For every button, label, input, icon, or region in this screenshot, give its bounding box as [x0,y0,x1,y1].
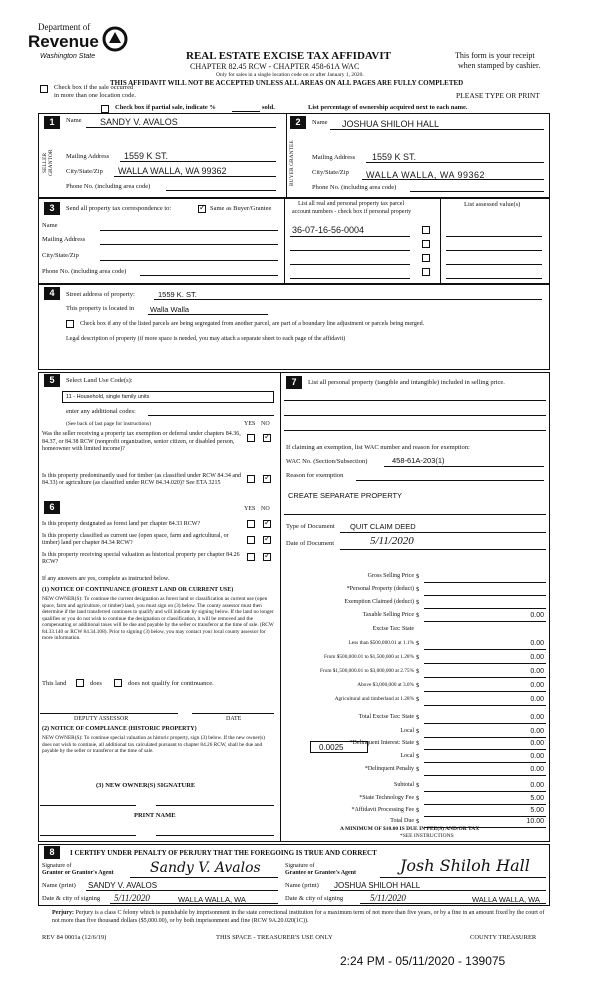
dept-line: Department of [38,22,91,32]
perjury-statement [52,909,552,925]
treasurer-space: THIS SPACE - TREASURER'S USE ONLY [216,934,333,941]
grantor-name: SANDY V. AVALOS [88,881,158,890]
section-4-marker: 4 [44,287,60,300]
calc-row-currency: $ [416,682,420,689]
reason-label: Reason for exemption [286,472,344,479]
parcel-2-personal-checkbox[interactable] [422,240,430,248]
section-2-marker: 2 [290,116,306,129]
grantor-city: WALLA WALLA, WA [178,895,246,904]
sec5-q1-yes-checkbox[interactable] [247,434,255,442]
buyer-mailing: 1559 K ST. [372,152,417,162]
calc-row-label: Excise Tax: State [372,626,414,632]
calc-row [284,586,548,596]
sec5-q1-no-checkbox[interactable] [263,434,271,442]
deputy-assessor-label: DEPUTY ASSESSOR [74,716,129,722]
partial-sale-checkbox[interactable] [101,105,109,113]
parcel-number-1: 36-07-16-56-0004 [292,225,365,235]
multi-location-checkbox[interactable] [40,85,48,93]
section-3-marker: 3 [44,202,60,215]
sec3-city-label: City/State/Zip [42,252,79,259]
sec6-q2-no-checkbox[interactable] [263,536,271,544]
calc-row-label: Total Due [390,818,414,824]
sec5-yes-header: YES [244,421,256,427]
calc-row-currency: $ [416,668,420,675]
grantee-sig-label-2: Grantee or Grantee's Agent [285,870,357,876]
calc-row-currency: $ [416,807,420,814]
calc-row-value[interactable]: 0.00 [530,714,544,721]
state-name: Washington State [40,53,96,60]
calc-row-value[interactable]: 0.00 [530,753,544,760]
calc-row-value[interactable]: 10.00 [526,818,544,825]
calc-row [284,807,548,817]
calc-row-label: Exemption Claimed (deduct) [344,599,414,605]
same-as-buyer-checkbox[interactable] [198,205,206,213]
grantee-signature: Josh Shiloh Hall [400,856,530,875]
notice-2-body: NEW OWNER(S): To continue special valuation as historic property, sign (3) below. If the new owner(s) does not wish to continue, all additional tax calculated pursuant to chapter 84.26 RCW, shall be due and payable by the seller or transferor at the time of sale. [42,735,266,754]
form-title: REAL ESTATE EXCISE TAX AFFIDAVIT [186,50,391,62]
local-rate-value: 0.0025 [319,743,344,752]
calc-row [284,714,548,724]
calc-row-label: *State Technology Fee [359,795,414,801]
certify-statement: I CERTIFY UNDER PENALTY OF PERJURY THAT THE FOREGOING IS TRUE AND CORRECT [70,849,377,857]
see-back-note: (See back of last page for instructions) [66,421,151,427]
calc-row [284,795,548,805]
seller-side-label: SELLER GRANTOR [42,149,54,177]
assessed-header: List assessed value(s) [464,201,521,208]
print-name-label: PRINT NAME [134,812,176,819]
grantee-sig-label-1: Signature of [285,863,315,869]
dept-name: Revenue [28,32,99,51]
calc-row [284,753,548,763]
sec6-q1-no-checkbox[interactable] [263,520,271,528]
segregated-checkbox[interactable] [66,320,74,328]
calc-row-currency: $ [416,782,420,789]
notice-1-title: (1) NOTICE OF CONTINUANCE (FOREST LAND OR CURRENT USE) [42,587,234,593]
notice-1-body: NEW OWNER(S): To continue the current designation as forest land or classification as current use (open space, farm and agriculture, or timber) land, you must sign on (3) below. The county assessor must then determine if the land transferred continues to qualify and will indicate by signing below. If the land no longer qualifies or you do not wish to continue the designation or classification, it will be removed and the compensating or additional taxes will be due and payable by the seller or transferor at the time of sale. (RCW 84.33.140 or RCW 84.34.108). Prior to signing (3) below, you may contact your local county assessor for more information. [42,596,274,641]
calc-row-currency: $ [416,818,420,825]
section-6-marker: 6 [44,501,60,514]
calc-row-currency: $ [416,573,420,580]
calc-row-currency: $ [416,753,420,760]
personal-property-label: List all personal property (tangible and intangible) included in selling price. [308,379,505,386]
calc-row-currency: $ [416,586,420,593]
calc-row-label: Total Excise Tax: State [358,714,414,720]
local-rate-box[interactable] [310,741,368,753]
land-does-not-label: does not qualify for continuance. [128,680,214,687]
sec6-q3-no-checkbox[interactable] [263,553,271,561]
calc-row-currency: $ [416,766,420,773]
exemption-reason: CREATE SEPARATE PROPERTY [288,491,403,500]
grantee-name: JOSHUA SHILOH HALL [334,881,421,890]
buyer-mailing-label: Mailing Address [312,154,356,161]
land-does-checkbox[interactable] [76,679,84,687]
calc-row [284,626,548,636]
grantor-date: 5/11/2020 [114,893,150,903]
sec6-q1-yes-checkbox[interactable] [247,520,255,528]
buyer-name-label: Name [312,119,328,126]
recording-stamp: 2:24 PM - 05/11/2020 - 139075 [340,954,506,968]
parcel-header-2: account numbers - check box if personal property [292,209,412,215]
dor-emblem-icon [102,26,128,52]
notice-2-title: (2) NOTICE OF COMPLIANCE (HISTORIC PROPERTY) [42,726,197,732]
legal-description-label: Legal description of property (if more space is needed, you may attach a separate sheet to each page of the affidavit) [66,336,346,342]
grantee-date-label: Date & city of signing [285,895,344,902]
calc-row [284,696,548,706]
send-correspondence-label: Send all property tax correspondence to: [66,205,172,212]
calc-row-label: Above $3,000,000 at 3.0% [357,682,414,688]
buyer-city-label: City/State/Zip [312,169,349,176]
calc-row-currency: $ [416,740,420,747]
land-use-value: 11 - Household, single family units [66,394,150,400]
receipt-note-1: This form is your receipt [455,51,535,60]
grantee-city: WALLA WALLA, WA [472,895,540,904]
seller-mailing: 1559 K ST. [124,151,169,161]
sec6-question-1: Is this property designated as forest land per chapter 84.33 RCW? [42,521,201,527]
seller-name-label: Name [66,117,82,124]
notice-3-title: (3) NEW OWNER(S) SIGNATURE [96,782,196,789]
seller-mailing-label: Mailing Address [66,153,110,160]
exemption-label: If claiming an exemption, list WAC number and reason for exemption: [286,444,470,451]
same-as-buyer-label: Same as Buyer/Grantee [210,205,272,212]
street-address: 1559 K. ST. [158,290,197,299]
calc-row-currency: $ [416,599,420,606]
sec3-name-label: Name [42,222,58,229]
calc-row-value[interactable]: 5.00 [530,795,544,802]
section-8-marker: 8 [44,846,60,859]
calc-row-currency: $ [416,728,420,735]
calc-row [284,612,548,622]
doc-date: 5/11/2020 [370,535,414,547]
warning-text: THIS AFFIDAVIT WILL NOT BE ACCEPTED UNLESS ALL AREAS ON ALL PAGES ARE FULLY COMPLETED [110,79,464,87]
sec6-yes-header: YES [244,506,256,512]
only-note: Only for sales in a single location code on or after January 1, 2020. [216,72,364,78]
land-does-not-checkbox[interactable] [114,679,122,687]
parcel-1-personal-checkbox[interactable] [422,226,430,234]
see-instructions-note: *SEE INSTRUCTIONS [400,833,454,839]
sec6-q3-yes-checkbox[interactable] [247,553,255,561]
calc-row-value[interactable]: 0.00 [530,728,544,735]
calc-row-label: From $500,000.01 to $1,500,000 at 1.28% [323,654,414,660]
wac-label: WAC No. (Section/Subsection) [286,458,368,465]
calc-row-label: Local [400,728,414,734]
doc-type: QUIT CLAIM DEED [350,522,416,531]
sec5-no-header: NO [261,421,270,427]
sec3-mailing-label: Mailing Address [42,236,86,243]
buyer-side-label: BUYER GRANTEE [289,140,295,186]
calc-row-value[interactable]: 0.00 [530,612,544,619]
this-land-label: This land [42,680,67,687]
sec5-q2-no-checkbox[interactable] [263,475,271,483]
doc-type-label: Type of Document [286,523,335,530]
calc-row-label: Subtotal [393,782,414,788]
calc-row-value[interactable]: 0.00 [530,654,544,661]
dor-logo [28,22,130,68]
multi-location-label-2: in more than one location code. [54,92,136,99]
section-5-marker: 5 [44,374,60,387]
sec6-q2-yes-checkbox[interactable] [247,536,255,544]
segregated-label: Check box if any of the listed parcels are being segregated from another parcel, are part of a boundary line adjustment or parcels being merged. [80,321,425,327]
calc-row-label: *Affidavit Processing Fee [351,807,414,813]
county-treasurer: COUNTY TREASURER [470,934,537,941]
buyer-name: JOSHUA SHILOH HALL [342,119,440,129]
calc-row-currency: $ [416,696,420,703]
calc-row-label: From $1,500,000.01 to $3,000,000 at 2.75% [319,668,414,674]
print-note: PLEASE TYPE OR PRINT [456,91,540,100]
seller-city-label: City/State/Zip [66,168,103,175]
deputy-date-label: DATE [226,716,242,722]
calc-row [284,728,548,738]
calc-row-value[interactable]: 0.00 [530,782,544,789]
calc-row [284,654,548,664]
grantor-name-label: Name (print) [42,882,76,889]
wac-number: 458-61A-203(1) [392,456,445,465]
calc-row-currency: $ [416,640,420,647]
ownership-label: List percentage of ownership acquired next to each name. [308,104,468,111]
calc-row-label: Local [400,753,414,759]
calc-row [284,640,548,650]
parcel-3-personal-checkbox[interactable] [422,254,430,262]
seller-city: WALLA WALLA, WA 99362 [118,166,227,176]
sec5-question-1: Was the seller receiving a property tax exemption or deferral under chapters 84.36, 84.37, or 84.38 RCW (nonprofit organization, senior citizen, or disabled person, homeowner with limited income)? [42,431,241,452]
additional-codes-label: enter any additional codes: [66,408,136,415]
grantor-signature: Sandy V. Avalos [150,860,261,876]
parcel-header-1: List all real and personal property tax parcel [298,201,405,207]
multi-location-label-1: Check box if the sale occurred [54,84,134,91]
calc-row-value[interactable]: 0.00 [530,696,544,703]
sec5-question-2: Is this property predominantly used for timber (as classified under RCW 84.34 and 84.33) or agriculture (as classified under RCW 84.34.020)? See ETA 3215 [42,473,242,486]
grantor-sig-label-1: Signature of [42,863,72,869]
grantee-name-label: Name (print) [285,882,319,889]
calc-row-value[interactable]: 0.00 [530,682,544,689]
form-subtitle: CHAPTER 82.45 RCW - CHAPTER 458-61A WAC [190,62,360,71]
minimum-note: A MINIMUM OF $10.00 IS DUE IN FEE(S) AND/OR TAX [340,826,480,832]
calc-row-currency: $ [416,612,420,619]
calc-row-value[interactable]: 0.00 [530,766,544,773]
rev-code: REV 84 0001a (12/6/19) [42,934,107,941]
grantor-date-label: Date & city of signing [42,895,101,902]
if-yes-note: If any answers are yes, complete as instructed below. [42,576,170,582]
perjury-text: Perjury is a class C felony which is punishable by imprisonment in the state correctional institution for a maximum term of not more than five years, or by a fine in an amount fixed by the court of not more than five thousand dollars ($5,000.00), or by both imprisonment and fine (RCW 9A.20.020(1C)). [52,910,545,924]
calc-row-label: Taxable Selling Price [362,612,414,618]
seller-phone-label: Phone No. (including area code) [66,183,151,190]
sec5-q2-yes-checkbox[interactable] [247,475,255,483]
calc-row-label: *Delinquent Penalty [364,766,414,772]
sec6-question-2: Is this property classified as current use (open space, farm and agricultural, or timber) land per chapter 84.34 RCW? [42,533,229,546]
sec6-no-header: NO [261,506,270,512]
calc-row-label: *Personal Property (deduct) [346,586,414,592]
buyer-phone-label: Phone No. (including area code) [312,184,397,191]
calc-row-label: *Delinquent Interest: State [349,740,414,746]
calc-row-label: Gross Selling Price [367,573,414,579]
partial-sale-label: Check box if partial sale, indicate % [115,104,216,111]
calc-row [284,682,548,692]
calc-row [284,573,548,583]
calc-row [284,599,548,609]
perjury-bold-label: Perjury: [52,910,74,916]
grantor-sig-label-2: Grantor or Grantor's Agent [42,870,114,876]
receipt-note-2: when stamped by cashier. [458,61,541,70]
land-use-select[interactable] [62,391,274,403]
parcel-4-personal-checkbox[interactable] [422,268,430,276]
calc-row-value[interactable]: 0.00 [530,740,544,747]
calc-row-label: Agricultural and timberland at 1.28% [334,696,414,702]
section-1-marker: 1 [44,116,60,129]
sec6-question-3: Is this property receiving special valuation as historical property per chapter 84.26 RCW? [42,552,240,565]
sec3-phone-label: Phone No. (including area code) [42,268,127,275]
calc-row-value[interactable]: 0.00 [530,640,544,647]
section-7-marker: 7 [286,376,302,389]
calc-row-currency: $ [416,654,420,661]
calc-row-currency: $ [416,714,420,721]
calc-row-currency: $ [416,795,420,802]
land-use-label: Select Land Use Code(s): [66,377,133,384]
located-label: This property is located in [66,305,135,312]
calc-row-value[interactable]: 0.00 [530,668,544,675]
seller-name: SANDY V. AVALOS [100,117,178,127]
located-city: Walla Walla [150,305,190,314]
street-label: Street address of property: [66,291,135,298]
calc-row [284,782,548,792]
calc-row-value[interactable]: 5.00 [530,807,544,814]
buyer-city: WALLA WALLA, WA 99362 [366,170,486,180]
calc-row [284,766,548,776]
calc-row-label: Less than $500,000.01 at 1.1% [348,640,414,646]
sold-label: sold. [262,104,275,111]
calc-row [284,668,548,678]
doc-date-label: Date of Document [286,540,335,547]
land-does-label: does [90,680,102,687]
grantee-date: 5/11/2020 [370,893,406,903]
